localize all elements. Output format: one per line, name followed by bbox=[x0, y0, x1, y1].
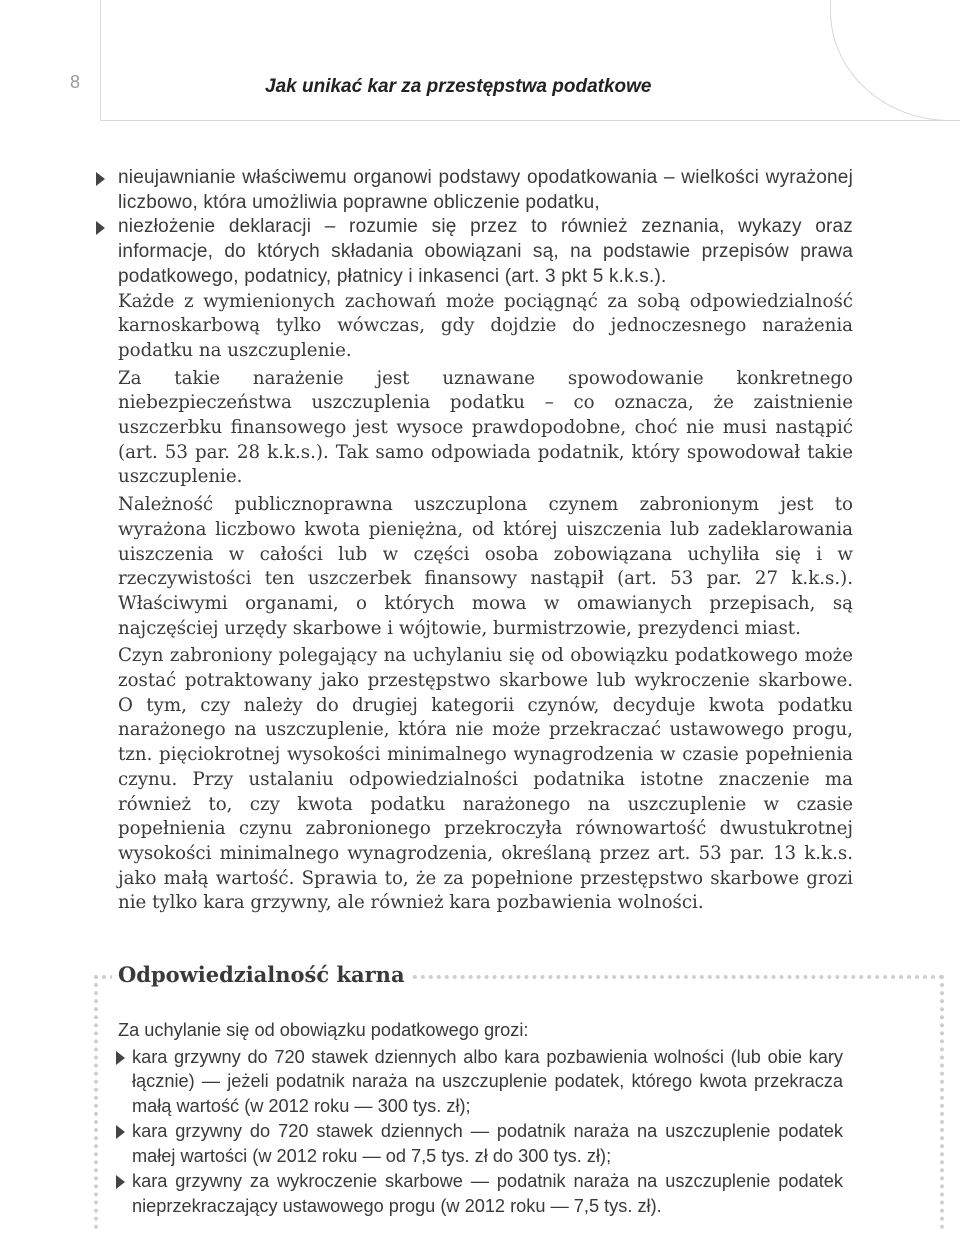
triangle-bullet-icon bbox=[116, 1125, 125, 1139]
list-item-text: kara grzywny do 720 stawek dziennych — podatnik naraża na uszczuplenie podatek małej wartości (w 2012 roku — od 7,5 tys. zł do 300 tys. zł); bbox=[132, 1121, 843, 1166]
paragraph: Należność publicznoprawna uszczuplona czynem zabronionym jest to wyrażona liczbowo kwota pieniężna, od której uiszczenia lub zadeklarowania uiszczenia w całości lub w części osoba zobowiązana uchyliła się i w rzeczywistości ten uszczerbek finansowy nastąpił (art. 53 par. 27 k.k.s.). Właściwymi organami, o których mowa w omawianych przepisach, są najczęściej urzędy skarbowe i wójtowie, burmistrzowie, prezydenci miast. bbox=[118, 494, 853, 639]
info-box-list bbox=[118, 1045, 843, 1219]
info-box-title: Odpowiedzialność karna bbox=[112, 962, 411, 987]
triangle-bullet-icon bbox=[96, 172, 105, 186]
paragraph: Każde z wymienionych zachowań może pociągnąć za sobą odpowiedzialność karnoskarbową tylko wówczas, gdy dojdzie do jednoczesnego narażenia podatku na uszczuplenie. bbox=[118, 290, 853, 361]
paragraph: Za takie narażenie jest uznawane spowodowanie konkretnego niebezpieczeństwa uszczuplenia podatku – co oznacza, że zaistnienie uszczerbku finansowego jest wysoce prawdopodobne, choć nie musi nastąpić (art. 53 par. 28 k.k.s.). Tak samo odpowiada podatnik, który spowodował takie uszczuplenie. bbox=[118, 367, 853, 488]
list-item bbox=[118, 215, 853, 289]
info-box-intro: Za uchylanie się od obowiązku podatkowego grozi: bbox=[118, 1020, 529, 1040]
list-item bbox=[118, 1119, 843, 1168]
paragraph: Czyn zabroniony polegający na uchylaniu się od obowiązku podatkowego może zostać potraktowany jako przestępstwo skarbowe lub wykroczenie skarbowe. O tym, czy należy do drugiej kategorii czynów, decyduje kwota podatku narażonego na uszczuplenie, która nie może przekraczać ustawowego progu, tzn. pięciokrotnej wysokości minimalnego wynagrodzenia w czasie popełnienia czynu. Przy ustalaniu odpowiedzialności podatnika istotne znaczenie ma również to, czy kwota podatku narażonego na uszczuplenie w czasie popełnienia czynu zabronionego przekroczyła równowartość dwustukrotnej wysokości minimalnego wynagrodzenia, określaną przez art. 53 par. 13 k.k.s. jako małą wartość. Sprawia to, że za popełnione przestępstwo skarbowe grozi nie tylko kara grzywny, ale również kara pozbawienia wolności. bbox=[118, 645, 853, 914]
body-text bbox=[118, 166, 853, 916]
list-item bbox=[118, 166, 853, 215]
header-horizontal-rule bbox=[100, 120, 960, 121]
info-box-content bbox=[118, 1018, 843, 1219]
triangle-bullet-icon bbox=[96, 221, 105, 235]
page-number: 8 bbox=[70, 72, 81, 92]
header-corner-curve bbox=[830, 0, 960, 121]
list-item bbox=[118, 1045, 843, 1119]
list-item bbox=[118, 1169, 843, 1218]
triangle-bullet-icon bbox=[116, 1175, 125, 1189]
list-item-text: kara grzywny do 720 stawek dziennych albo kara pozbawienia wolności (lub obie kary łącznie) — jeżeli podatnik naraża na uszczuplenie podatek, którego kwota przekracza małą wartość (w 2012 roku — 300 tys. zł); bbox=[132, 1046, 843, 1116]
header-vertical-rule bbox=[100, 0, 101, 120]
running-title: Jak unikać kar za przestępstwa podatkowe bbox=[265, 76, 652, 97]
list-item-text: kara grzywny za wykroczenie skarbowe — podatnik naraża na uszczuplenie podatek nieprzekraczający ustawowego progu (w 2012 roku — 7,5 tys. zł). bbox=[132, 1171, 843, 1216]
list-item-text: nieujawnianie właściwemu organowi podstawy opodatkowania – wielkości wyrażonej liczbowo, która umożliwia poprawne obliczenie podatku, bbox=[118, 167, 853, 213]
list-item-text: niezłożenie deklaracji – rozumie się przez to również zeznania, wykazy oraz informacje, do których składania obowiązani są, na podstawie przepisów prawa podatkowego, podatnicy, płatnicy i inkasenci (art. 3 pkt 5 k.k.s.). bbox=[118, 216, 853, 287]
triangle-bullet-icon bbox=[116, 1051, 125, 1065]
